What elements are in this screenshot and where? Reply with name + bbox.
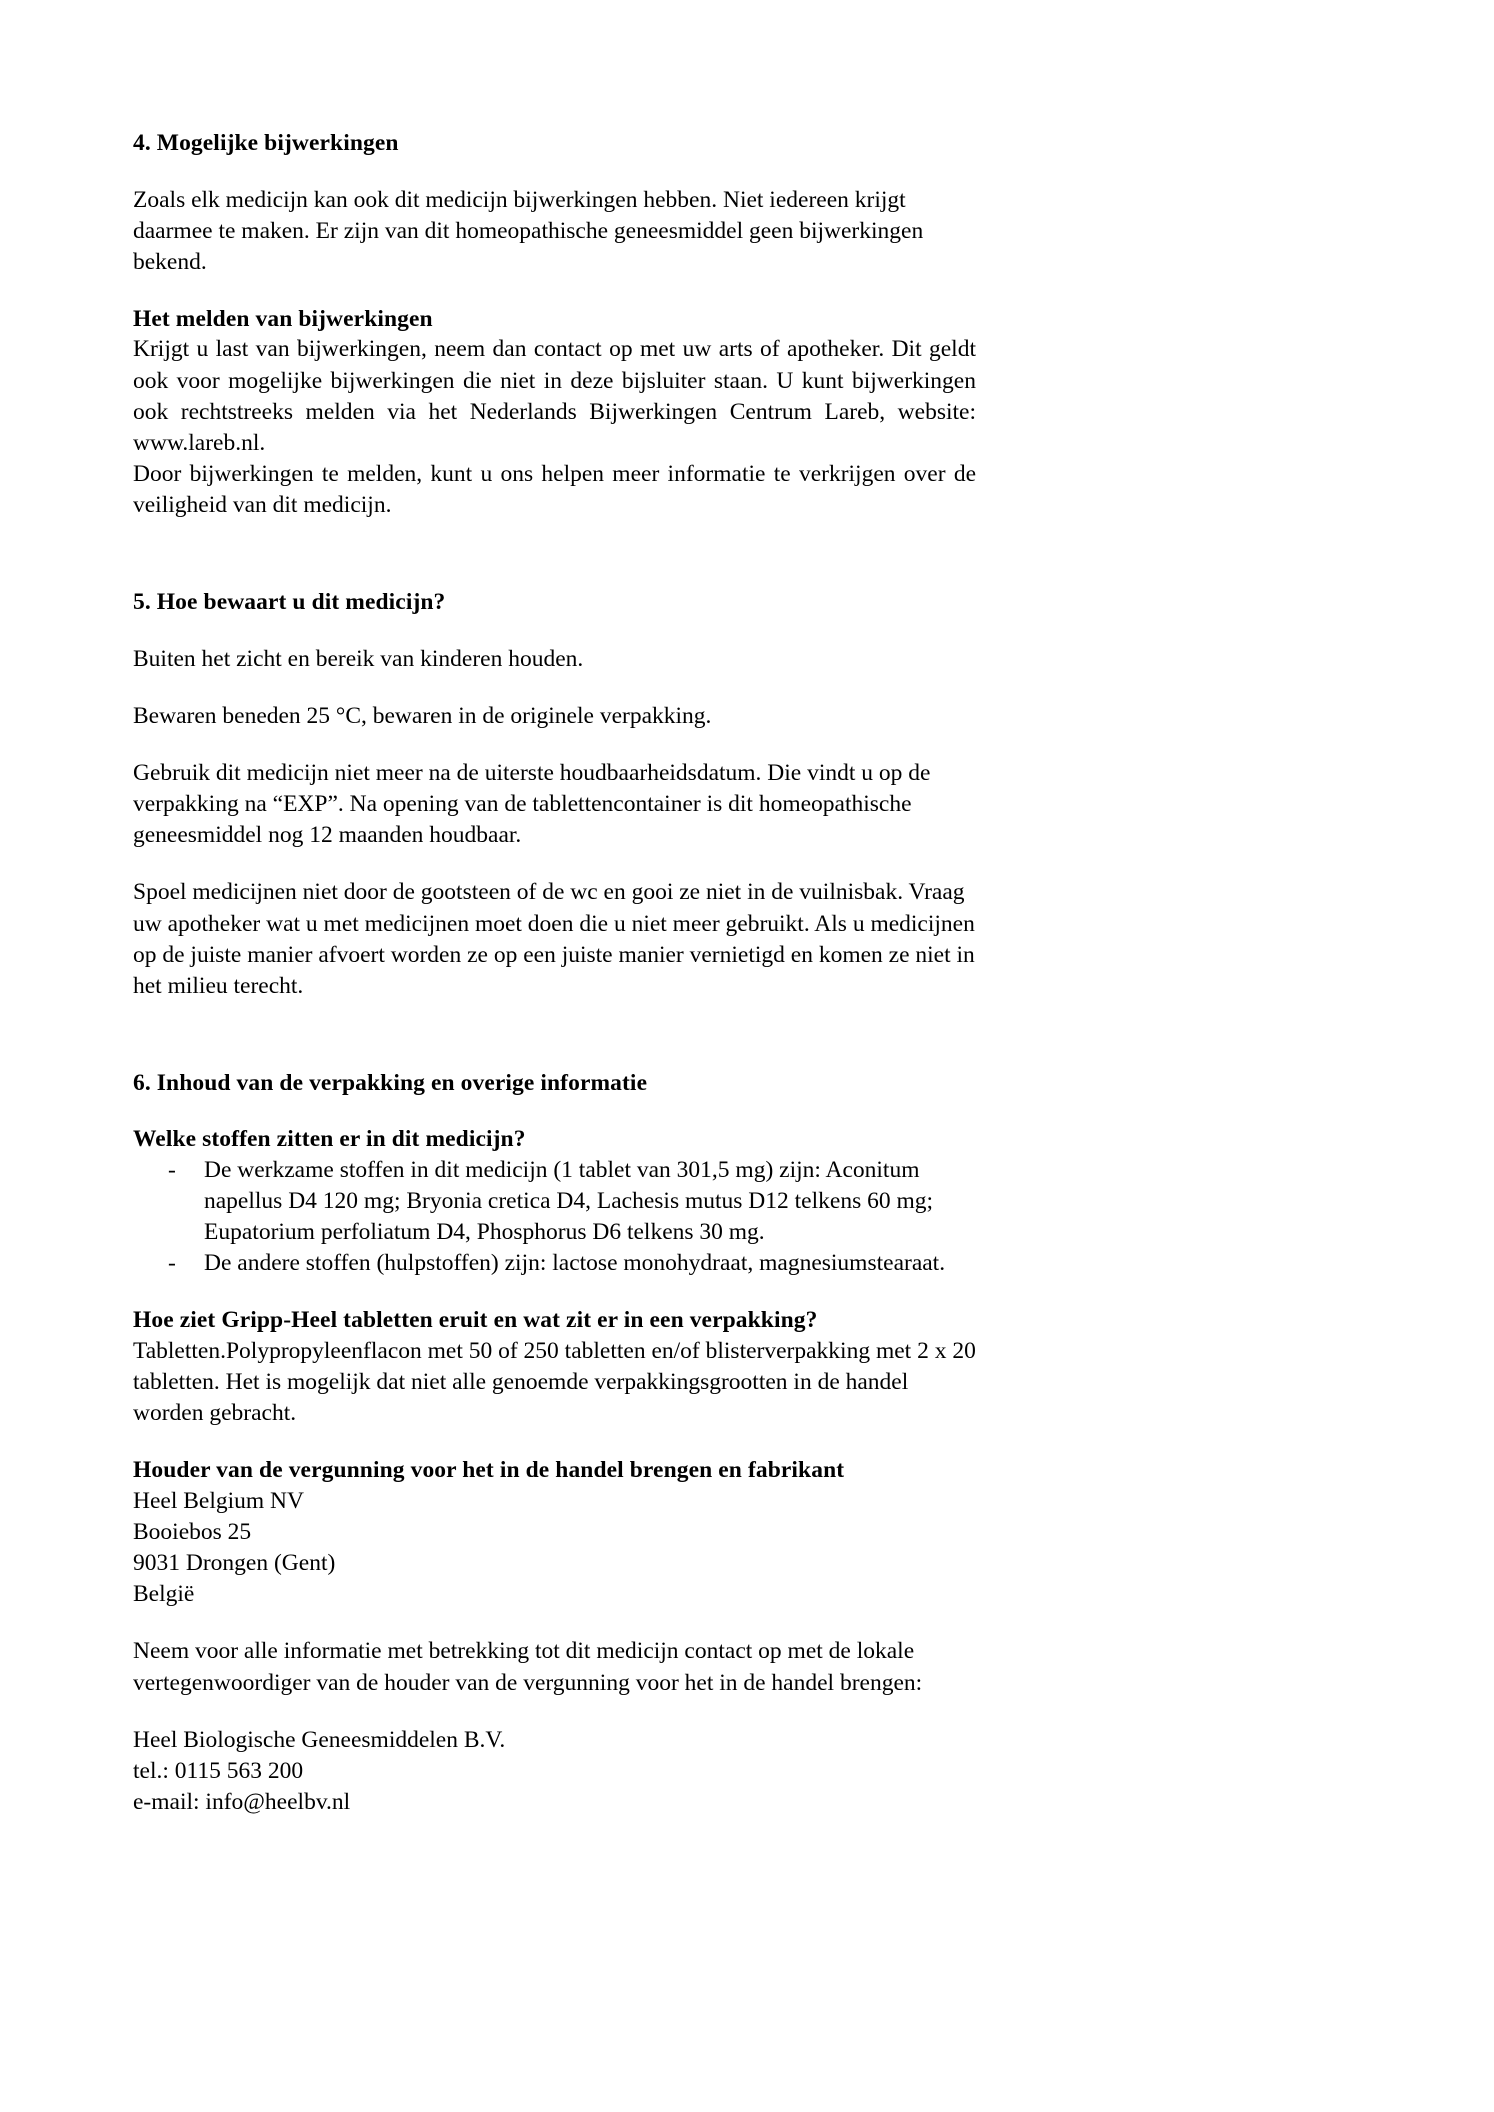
dash-bullet: - <box>168 1250 176 1277</box>
paragraph-reporting-1: Krijgt u last van bijwerkingen, neem dan contact op met uw arts of apotheker. Dit geldt ook voor mogelijke bijwerkingen die niet in deze bijsluiter staan. U kunt bijwerkingen ook rechtstreeks melden via het Nederlands Bijwerkingen Centrum Lareb, website: www.lareb.nl. <box>133 336 976 456</box>
list-item <box>133 1155 976 1248</box>
substances-list <box>133 1155 976 1280</box>
holder-address-line: 9031 Drongen (Gent) <box>133 1550 336 1577</box>
spacer <box>133 1429 976 1455</box>
heading-section-4: 4. Mogelijke bijwerkingen <box>133 130 399 156</box>
paragraph-storage-1: Buiten het zicht en bereik van kinderen houden. <box>133 645 584 672</box>
spacer <box>133 1279 976 1305</box>
paragraph-storage-3: Gebruik dit medicijn niet meer na de uiterste houdbaarheidsdatum. Die vindt u op de verpakking na “EXP”. Na opening van de tablettencontainer is dit homeopathische geneesmiddel nog 12 maanden houdbaar. <box>133 760 931 849</box>
heading-holder: Houder van de vergunning voor het in de handel brengen en fabrikant <box>133 1457 845 1484</box>
spacer <box>133 675 976 701</box>
dash-bullet: - <box>168 1156 176 1183</box>
local-rep-email: e-mail: info@heelbv.nl <box>133 1788 351 1815</box>
spacer <box>133 1610 976 1636</box>
heading-section-6: 6. Inhoud van de verpakking en overige informatie <box>133 1069 648 1096</box>
spacer <box>133 1098 976 1124</box>
holder-address-line: Booiebos 25 <box>133 1519 252 1546</box>
local-rep-line: Heel Biologische Geneesmiddelen B.V. <box>133 1726 506 1753</box>
heading-reporting-side-effects: Het melden van bijwerkingen <box>133 305 433 332</box>
spacer <box>133 851 976 877</box>
paragraph-reporting-2: Door bijwerkingen te melden, kunt u ons helpen meer informatie te verkrijgen over de veiligheid van dit medicijn. <box>133 460 976 519</box>
spacer <box>133 278 976 304</box>
holder-address-line: België <box>133 1581 195 1608</box>
local-rep-line: tel.: 0115 563 200 <box>133 1757 304 1784</box>
heading-substances: Welke stoffen zitten er in dit medicijn? <box>133 1126 526 1153</box>
paragraph-storage-2: Bewaren beneden 25 °C, bewaren in de originele verpakking. <box>133 702 712 729</box>
paragraph-appearance: Tabletten.Polypropyleenflacon met 50 of 250 tabletten en/of blisterverpakking met 2 x 20 tabletten. Het is mogelijk dat niet alle genoemde verpakkingsgrootten in de handel worden gebracht. <box>133 1338 976 1427</box>
leaflet-text-column <box>133 128 976 1818</box>
spacer <box>133 1002 976 1068</box>
spacer <box>133 732 976 758</box>
list-item <box>133 1248 976 1279</box>
spacer <box>133 521 976 587</box>
holder-address-line: Heel Belgium NV <box>133 1487 304 1514</box>
list-item-text: De werkzame stoffen in dit medicijn (1 tablet van 301,5 mg) zijn: Aconitum napellus D4 120 mg; Bryonia cretica D4, Lachesis mutus D12 telkens 60 mg; Eupatorium perfoliatum D4, Phosphorus D6 telkens 30 mg. <box>204 1156 934 1246</box>
list-item-text: De andere stoffen (hulpstoffen) zijn: lactose monohydraat, magnesiumstearaat. <box>204 1250 946 1277</box>
paragraph-local-representative-intro: Neem voor alle informatie met betrekking tot dit medicijn contact op met de lokale vertegenwoordiger van de houder van de vergunning voor het in de handel brengen: <box>133 1638 923 1696</box>
paragraph-side-effects-intro: Zoals elk medicijn kan ook dit medicijn bijwerkingen hebben. Niet iedereen krijgt daarmee te maken. Er zijn van dit homeopathische geneesmiddel geen bijwerkingen bekend. <box>133 186 924 275</box>
paragraph-storage-4: Spoel medicijnen niet door de gootsteen of de wc en gooi ze niet in de vuilnisbak. Vraag uw apotheker wat u met medicijnen moet doen die u niet meer gebruikt. Als u medicijnen op de juiste manier afvoert worden ze op een juiste manier vernietigd en komen ze niet in het milieu terecht. <box>133 879 975 999</box>
spacer <box>133 618 976 644</box>
heading-section-5: 5. Hoe bewaart u dit medicijn? <box>133 589 446 616</box>
spacer <box>133 1699 976 1725</box>
heading-appearance: Hoe ziet Gripp-Heel tabletten eruit en wat zit er in een verpakking? <box>133 1307 818 1334</box>
spacer <box>133 159 976 185</box>
